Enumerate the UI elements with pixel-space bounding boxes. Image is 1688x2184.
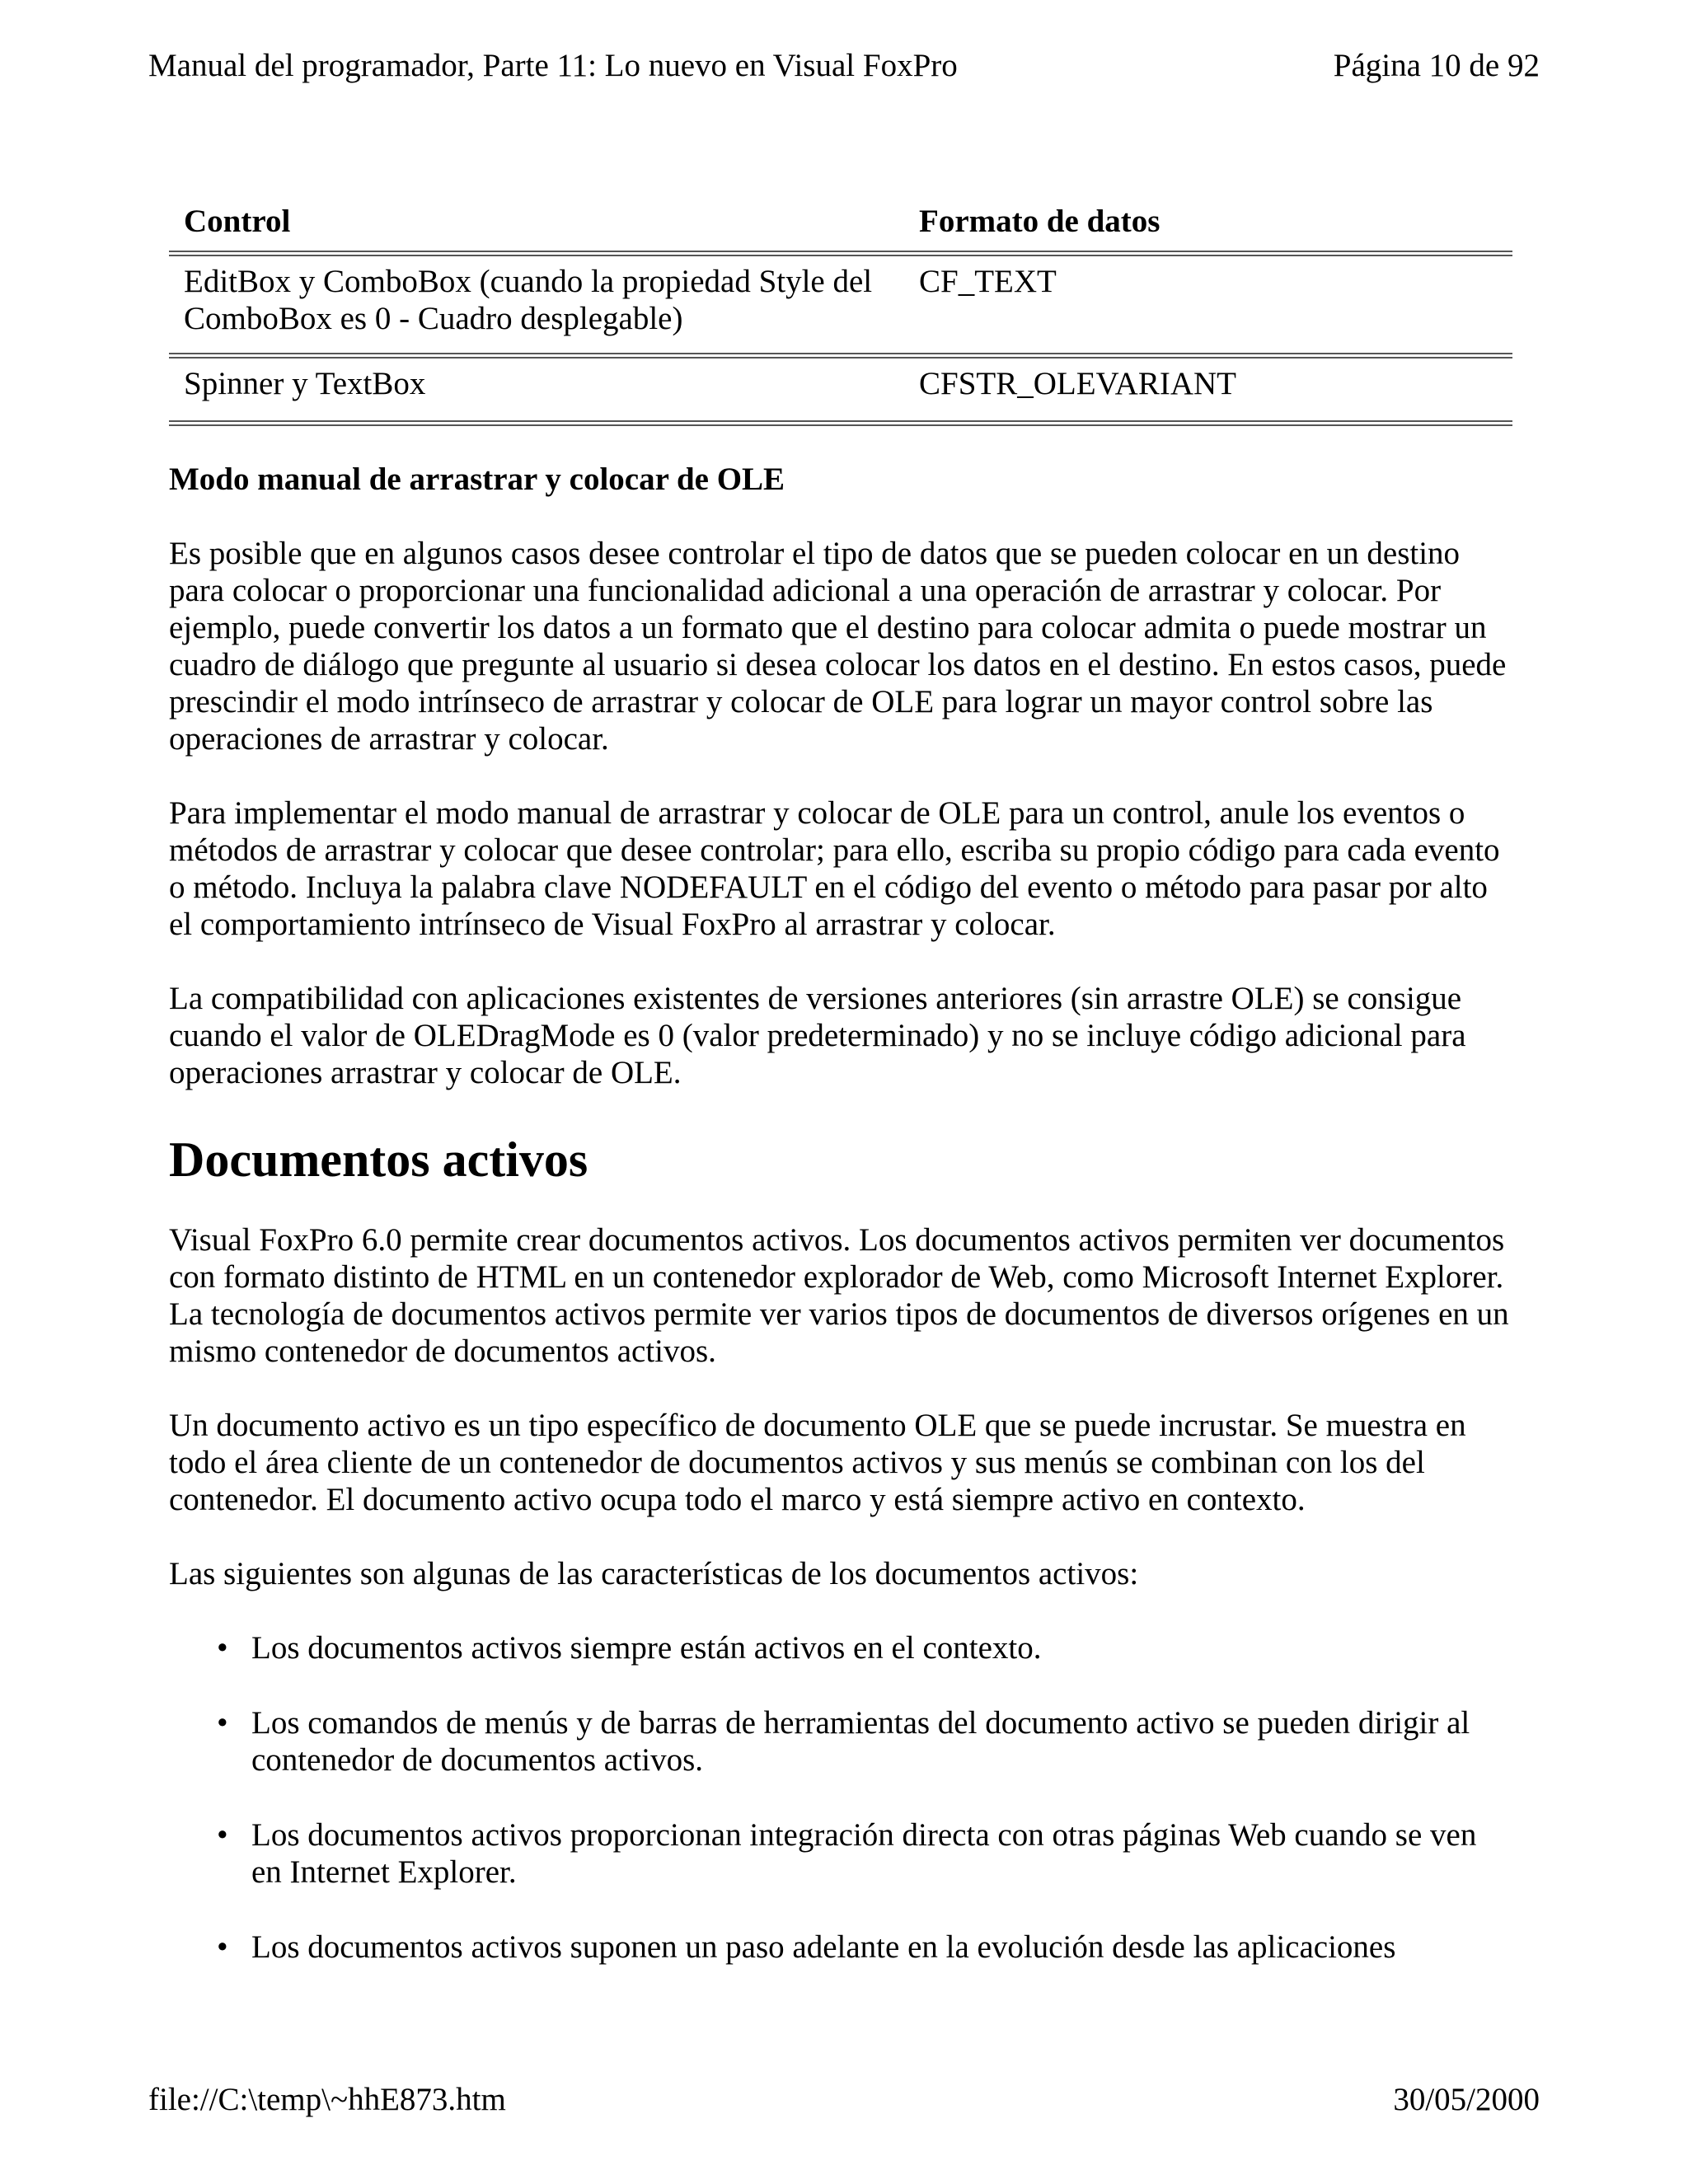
list-item-text: Los comandos de menús y de barras de herramientas del documento activo se pueden dirigir al contenedor de documentos activos. xyxy=(251,1705,1470,1778)
bullet-icon: • xyxy=(217,1817,228,1853)
paragraph: Visual FoxPro 6.0 permite crear documentos activos. Los documentos activos permiten ver documentos con formato distinto de HTML en un contenedor explorador de Web, como Microsoft Internet Explorer. La tecnología de documentos activos permite ver varios tipos de documentos de diversos orígenes en un mismo contenedor de documentos activos. xyxy=(169,1222,1509,1369)
table-rule xyxy=(169,353,1512,359)
page-content xyxy=(169,198,1512,2004)
subsection-heading: Modo manual de arrastrar y colocar de OLE xyxy=(169,462,785,497)
table-cell-control: EditBox y ComboBox (cuando la propiedad Style del ComboBox es 0 - Cuadro desplegable) xyxy=(184,264,873,336)
list-item xyxy=(169,1816,1512,1891)
paragraph: Un documento activo es un tipo específico de documento OLE que se puede incrustar. Se muestra en todo el área cliente de un contenedor de documentos activos y sus menús se combinan con los del contenedor. El documento activo ocupa todo el marco y está siempre activo en contexto. xyxy=(169,1408,1466,1517)
list-item xyxy=(169,1929,1512,1966)
bullet-icon: • xyxy=(217,1630,228,1666)
paragraph: La compatibilidad con aplicaciones existentes de versiones anteriores (sin arrastre OLE) se consigue cuando el valor de OLEDragMode es 0 (valor predeterminado) y no se incluye código adicional para operaciones arrastrar y colocar de OLE. xyxy=(169,981,1466,1090)
page-footer xyxy=(148,2080,1540,2120)
table-header-row xyxy=(169,198,1512,251)
bullet-icon: • xyxy=(217,1929,228,1965)
print-date: 30/05/2000 xyxy=(1393,2082,1540,2117)
table-rule xyxy=(169,420,1512,426)
table-cell-control: Spinner y TextBox xyxy=(184,366,426,401)
list-item-text: Los documentos activos siempre están activos en el contexto. xyxy=(251,1630,1042,1666)
paragraph: Las siguientes son algunas de las características de los documentos activos: xyxy=(169,1556,1139,1591)
table-cell-format: CF_TEXT xyxy=(919,264,1057,299)
table-row xyxy=(169,256,1512,353)
table-cell-format: CFSTR_OLEVARIANT xyxy=(919,366,1236,401)
file-path: file://C:\temp\~hhE873.htm xyxy=(148,2082,506,2117)
table-header-control: Control xyxy=(184,204,291,239)
list-item xyxy=(169,1629,1512,1666)
document-title: Manual del programador, Parte 11: Lo nuevo en Visual FoxPro xyxy=(148,48,958,83)
paragraph: Es posible que en algunos casos desee controlar el tipo de datos que se pueden colocar en un destino para colocar o proporcionar una funcionalidad adicional a una operación de arrastrar y colocar. Por ejemplo, puede convertir los datos a un formato que el destino para colocar admita o puede mostrar un cuadro de diálogo que pregunte al usuario si desea colocar los datos en el destino. En estos casos, puede prescindir el modo intrínseco de arrastrar y colocar de OLE para lograr un mayor control sobre las operaciones de arrastrar y colocar. xyxy=(169,536,1507,757)
page-header xyxy=(148,46,1540,86)
page-number: Página 10 de 92 xyxy=(1333,48,1540,83)
data-format-table xyxy=(169,198,1512,426)
features-list xyxy=(169,1629,1512,1966)
bullet-icon: • xyxy=(217,1705,228,1741)
paragraph: Para implementar el modo manual de arrastrar y colocar de OLE para un control, anule los eventos o métodos de arrastrar y colocar que desee controlar; para ello, escriba su propio código para cada evento o método. Incluya la palabra clave NODEFAULT en el código del evento o método para pasar por alto el comportamiento intrínseco de Visual FoxPro al arrastrar y colocar. xyxy=(169,795,1500,942)
list-item-text: Los documentos activos suponen un paso adelante en la evolución desde las aplicaciones xyxy=(251,1929,1396,1965)
table-header-format: Formato de datos xyxy=(919,204,1160,239)
table-rule xyxy=(169,251,1512,256)
table-row xyxy=(169,359,1512,420)
section-heading: Documentos activos xyxy=(169,1132,588,1187)
list-item xyxy=(169,1704,1512,1779)
list-item-text: Los documentos activos proporcionan integración directa con otras páginas Web cuando se ven en Internet Explorer. xyxy=(251,1817,1477,1890)
